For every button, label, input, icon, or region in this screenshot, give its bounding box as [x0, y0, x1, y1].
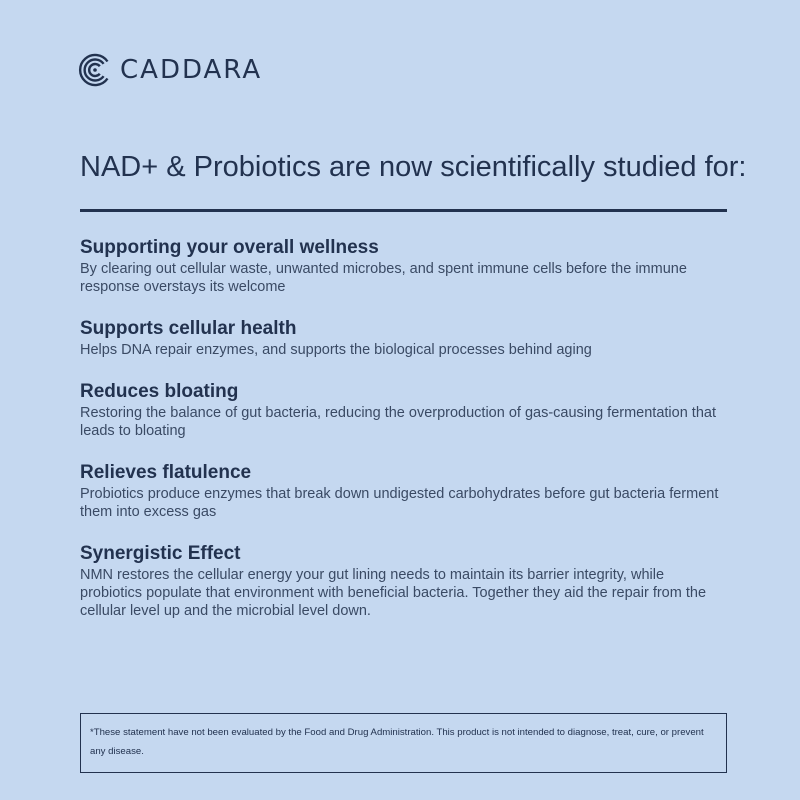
brand-name: CADDARA — [120, 55, 263, 85]
benefit-description: NMN restores the cellular energy your gut lining needs to maintain its barrier integrity, while probiotics populate that environment with beneficial bacteria. Together they aid the repair from the cellular level up and the microbial level down. — [80, 567, 707, 619]
benefit-title: Synergistic Effect — [80, 543, 241, 564]
brand-logo — [78, 53, 262, 87]
benefit-title: Relieves flatulence — [80, 462, 252, 483]
benefit-title: Supports cellular health — [80, 318, 297, 339]
divider — [80, 209, 727, 212]
benefit-item — [80, 317, 728, 359]
concentric-arcs-icon — [78, 53, 112, 87]
benefit-description: Restoring the balance of gut bacteria, reducing the overproduction of gas-causing fermentation that leads to bloating — [80, 405, 716, 439]
benefit-description: By clearing out cellular waste, unwanted microbes, and spent immune cells before the immune response overstays its welcome — [80, 261, 687, 295]
benefit-item — [80, 542, 728, 620]
benefit-title: Supporting your overall wellness — [80, 237, 379, 258]
disclaimer-text: *These statement have not been evaluated by the Food and Drug Administration. This product is not intended to diagnose, treat, cure, or prevent any disease. — [90, 727, 704, 757]
benefit-item — [80, 236, 728, 296]
disclaimer-box — [80, 713, 727, 773]
benefit-item — [80, 380, 728, 440]
benefit-item — [80, 461, 728, 521]
benefit-description: Helps DNA repair enzymes, and supports the biological processes behind aging — [80, 342, 592, 358]
benefits-list — [80, 236, 728, 641]
benefit-title: Reduces bloating — [80, 381, 239, 402]
benefit-description: Probiotics produce enzymes that break down undigested carbohydrates before gut bacteria ferment them into excess gas — [80, 486, 719, 520]
page-title: NAD+ & Probiotics are now scientifically studied for: — [80, 151, 747, 183]
